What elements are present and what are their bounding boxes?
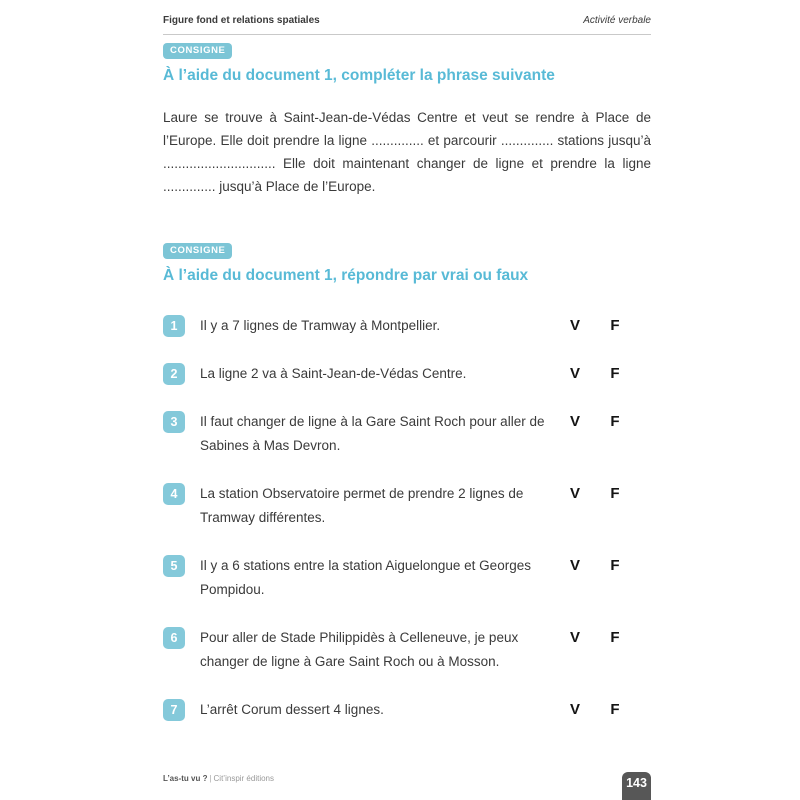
faux-option[interactable]: F (610, 557, 620, 574)
paragraph-text: jusqu’à Place de l’Europe. (215, 179, 376, 194)
paragraph-text: Elle doit maintenant changer de ligne et prendre la ligne (275, 156, 651, 171)
quiz-row (163, 626, 651, 674)
quiz-item-text: Il y a 6 stations entre la station Aiguelongue et Georges Pompidou. (200, 558, 531, 597)
faux-option[interactable]: F (610, 365, 620, 382)
paragraph-text: Laure se trouve à Saint-Jean-de-Védas Centre et veut se rendre à Place de l’Europe. Elle doit prendre la ligne (163, 110, 651, 148)
header-right-title: Activité verbale (583, 15, 651, 26)
page-number-badge: 143 (622, 772, 651, 800)
section-complete-sentence (163, 35, 651, 198)
vrai-option[interactable]: V (569, 413, 580, 430)
vrai-option[interactable]: V (569, 365, 580, 382)
quiz-item-number: 4 (163, 483, 185, 505)
quiz-item-number: 2 (163, 363, 185, 385)
quiz-item-text: L’arrêt Corum dessert 4 lignes. (200, 702, 384, 717)
paragraph-text: et parcourir (423, 133, 501, 148)
quiz-item-text: Il faut changer de ligne à la Gare Saint Roch pour aller de Sabines à Mas Devron. (200, 414, 545, 453)
quiz-row (163, 698, 651, 722)
consigne-badge: CONSIGNE (163, 243, 232, 259)
paragraph-text: stations jusqu’à (553, 133, 651, 148)
faux-option[interactable]: F (610, 701, 620, 718)
page-header (163, 15, 651, 35)
quiz-item-number: 1 (163, 315, 185, 337)
quiz-item-text: La station Observatoire permet de prendre 2 lignes de Tramway différentes. (200, 486, 524, 525)
fill-in-paragraph (163, 106, 651, 198)
quiz-item-text: La ligne 2 va à Saint-Jean-de-Védas Centre. (200, 366, 467, 381)
page-footer (163, 774, 274, 784)
quiz-item-number: 6 (163, 627, 185, 649)
quiz-item-number: 5 (163, 555, 185, 577)
consigne-badge: CONSIGNE (163, 43, 232, 59)
section-title: À l’aide du document 1, compléter la phrase suivante (163, 67, 555, 84)
header-left-title: Figure fond et relations spatiales (163, 15, 320, 26)
quiz-item-text: Pour aller de Stade Philippidès à Celleneuve, je peux changer de ligne à Gare Saint Roch ou à Mosson. (200, 630, 519, 669)
vrai-option[interactable]: V (569, 317, 580, 334)
vrai-option[interactable]: V (569, 557, 580, 574)
quiz-row (163, 482, 651, 530)
quiz-row (163, 314, 651, 338)
faux-option[interactable]: F (610, 485, 620, 502)
vrai-option[interactable]: V (569, 629, 580, 646)
faux-option[interactable]: F (610, 317, 620, 334)
footer-publisher: Cit’inspir éditions (213, 774, 274, 783)
vrai-option[interactable]: V (569, 485, 580, 502)
fill-blank[interactable]: .............. (371, 133, 424, 148)
fill-blank[interactable]: .............................. (163, 156, 276, 171)
section-title: À l’aide du document 1, répondre par vrai ou faux (163, 267, 529, 284)
fill-blank[interactable]: .............. (163, 179, 216, 194)
section-true-false (163, 198, 651, 722)
quiz-item-number: 7 (163, 699, 185, 721)
footer-book-title: L’as-tu vu ? (163, 774, 208, 783)
fill-blank[interactable]: .............. (500, 133, 554, 148)
vrai-option[interactable]: V (569, 701, 580, 718)
quiz-item-number: 3 (163, 411, 185, 433)
footer-separator: | (209, 774, 212, 783)
content-column (163, 0, 651, 746)
quiz-row (163, 362, 651, 386)
quiz-list (163, 314, 651, 722)
faux-option[interactable]: F (610, 413, 620, 430)
quiz-item-text: Il y a 7 lignes de Tramway à Montpellier. (200, 318, 441, 333)
quiz-row (163, 410, 651, 458)
faux-option[interactable]: F (610, 629, 620, 646)
quiz-row (163, 554, 651, 602)
